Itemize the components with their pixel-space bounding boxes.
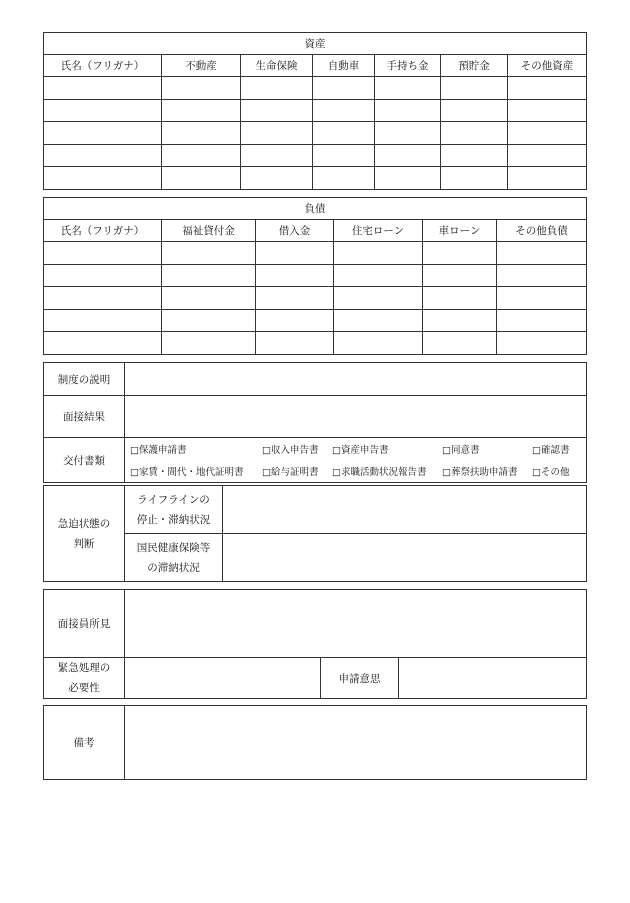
table-row bbox=[44, 167, 587, 190]
table-row bbox=[44, 332, 587, 355]
input-cell[interactable] bbox=[162, 99, 241, 122]
liabilities-header-car-loan: 車ローン bbox=[423, 220, 497, 242]
input-cell[interactable] bbox=[441, 167, 508, 190]
table-row bbox=[44, 122, 587, 145]
table-row bbox=[44, 242, 587, 265]
insurance-label-line2: の滞納状況 bbox=[147, 561, 200, 574]
opinion-table bbox=[43, 589, 587, 699]
lifeline-field[interactable] bbox=[223, 486, 587, 534]
table-row bbox=[44, 99, 587, 122]
input-cell[interactable] bbox=[44, 264, 162, 287]
liabilities-table bbox=[43, 197, 587, 355]
input-cell[interactable] bbox=[334, 264, 423, 287]
system-explanation-label: 制度の説明 bbox=[44, 363, 125, 396]
insurance-label-line1: 国民健康保険等 bbox=[136, 541, 211, 554]
table-row bbox=[44, 287, 587, 310]
procedure-table bbox=[43, 362, 587, 483]
input-cell[interactable] bbox=[441, 144, 508, 167]
input-cell[interactable] bbox=[375, 167, 441, 190]
checkbox-other[interactable]: □その他 bbox=[532, 467, 570, 478]
checkbox-job-search-report[interactable]: □求職活動状況報告書 bbox=[332, 467, 427, 478]
documents-checklist bbox=[125, 438, 587, 483]
input-cell[interactable] bbox=[162, 287, 256, 310]
checkbox-salary-certificate[interactable]: □給与証明書 bbox=[262, 467, 319, 478]
input-cell[interactable] bbox=[334, 242, 423, 265]
checkbox-consent-form[interactable]: □同意書 bbox=[442, 445, 480, 456]
input-cell[interactable] bbox=[162, 144, 241, 167]
remarks-label: 備考 bbox=[44, 706, 125, 780]
input-cell[interactable] bbox=[241, 144, 313, 167]
input-cell[interactable] bbox=[44, 122, 162, 145]
lifeline-label-line2: 停止・滞納状況 bbox=[136, 513, 211, 526]
input-cell[interactable] bbox=[441, 77, 508, 100]
input-cell[interactable] bbox=[375, 77, 441, 100]
input-cell[interactable] bbox=[508, 122, 587, 145]
insurance-label bbox=[125, 534, 223, 582]
liabilities-header-row bbox=[44, 220, 587, 242]
input-cell[interactable] bbox=[44, 77, 162, 100]
input-cell[interactable] bbox=[256, 309, 334, 332]
liabilities-title: 負債 bbox=[44, 198, 587, 220]
emergency-necessity-field[interactable] bbox=[125, 658, 321, 699]
checkbox-income-declaration[interactable]: □収入申告書 bbox=[262, 445, 319, 456]
lifeline-label-line1: ライフラインの bbox=[137, 493, 210, 506]
input-cell[interactable] bbox=[423, 309, 497, 332]
input-cell[interactable] bbox=[497, 332, 587, 355]
documents-label: 交付書類 bbox=[44, 438, 125, 483]
input-cell[interactable] bbox=[44, 332, 162, 355]
table-row bbox=[44, 264, 587, 287]
input-cell[interactable] bbox=[508, 167, 587, 190]
assets-title: 資産 bbox=[44, 33, 587, 55]
liabilities-header-borrowing: 借入金 bbox=[256, 220, 334, 242]
input-cell[interactable] bbox=[256, 264, 334, 287]
input-cell[interactable] bbox=[44, 144, 162, 167]
input-cell[interactable] bbox=[44, 99, 162, 122]
input-cell[interactable] bbox=[375, 99, 441, 122]
checkbox-protection-application[interactable]: □保護申請書 bbox=[130, 445, 187, 456]
input-cell[interactable] bbox=[313, 122, 375, 145]
assets-header-other: その他資産 bbox=[508, 55, 587, 77]
input-cell[interactable] bbox=[508, 77, 587, 100]
liabilities-header-mortgage: 住宅ローン bbox=[334, 220, 423, 242]
input-cell[interactable] bbox=[497, 264, 587, 287]
checkbox-rent-certificate[interactable]: □家賃・間代・地代証明書 bbox=[130, 467, 244, 478]
input-cell[interactable] bbox=[334, 287, 423, 310]
input-cell[interactable] bbox=[313, 144, 375, 167]
input-cell[interactable] bbox=[508, 99, 587, 122]
input-cell[interactable] bbox=[241, 77, 313, 100]
input-cell[interactable] bbox=[375, 122, 441, 145]
assets-header-savings: 預貯金 bbox=[441, 55, 508, 77]
interview-result-field[interactable] bbox=[125, 396, 587, 438]
interview-result-label: 面接結果 bbox=[44, 396, 125, 438]
application-intent-label: 申請意思 bbox=[321, 658, 399, 699]
urgency-label bbox=[44, 486, 125, 582]
input-cell[interactable] bbox=[241, 167, 313, 190]
input-cell[interactable] bbox=[508, 144, 587, 167]
urgency-label-line1: 急迫状態の bbox=[57, 517, 111, 530]
input-cell[interactable] bbox=[256, 332, 334, 355]
remarks-table bbox=[43, 705, 587, 780]
remarks-field[interactable] bbox=[125, 706, 587, 780]
interviewer-opinion-field[interactable] bbox=[125, 590, 587, 658]
urgency-table bbox=[43, 485, 587, 582]
input-cell[interactable] bbox=[162, 242, 256, 265]
input-cell[interactable] bbox=[241, 122, 313, 145]
input-cell[interactable] bbox=[441, 99, 508, 122]
checkbox-asset-declaration[interactable]: □資産申告書 bbox=[332, 445, 389, 456]
input-cell[interactable] bbox=[313, 167, 375, 190]
assets-header-real-estate: 不動産 bbox=[162, 55, 241, 77]
assets-header-car: 自動車 bbox=[313, 55, 375, 77]
input-cell[interactable] bbox=[423, 242, 497, 265]
input-cell[interactable] bbox=[44, 287, 162, 310]
input-cell[interactable] bbox=[334, 309, 423, 332]
table-row bbox=[44, 309, 587, 332]
emergency-label-line2: 必要性 bbox=[68, 682, 100, 694]
interviewer-opinion-label: 面接員所見 bbox=[44, 590, 125, 658]
input-cell[interactable] bbox=[162, 264, 256, 287]
assets-header-row bbox=[44, 55, 587, 77]
checkbox-funeral-aid-application[interactable]: □葬祭扶助申請書 bbox=[442, 467, 518, 478]
input-cell[interactable] bbox=[44, 309, 162, 332]
input-cell[interactable] bbox=[441, 122, 508, 145]
input-cell[interactable] bbox=[44, 167, 162, 190]
insurance-field[interactable] bbox=[223, 534, 587, 582]
liabilities-header-other: その他負債 bbox=[497, 220, 587, 242]
emergency-necessity-label bbox=[44, 658, 125, 699]
input-cell[interactable] bbox=[241, 99, 313, 122]
liabilities-header-name: 氏名（フリガナ） bbox=[44, 220, 162, 242]
input-cell[interactable] bbox=[313, 99, 375, 122]
assets-header-life-insurance: 生命保険 bbox=[241, 55, 313, 77]
urgency-label-line2: 判断 bbox=[73, 537, 95, 550]
checkbox-confirmation-form[interactable]: □確認書 bbox=[532, 445, 570, 456]
lifeline-label bbox=[125, 486, 223, 534]
input-cell[interactable] bbox=[423, 264, 497, 287]
input-cell[interactable] bbox=[423, 287, 497, 310]
input-cell[interactable] bbox=[313, 77, 375, 100]
assets-header-cash: 手持ち金 bbox=[375, 55, 441, 77]
input-cell[interactable] bbox=[256, 287, 334, 310]
assets-header-name: 氏名（フリガナ） bbox=[44, 55, 162, 77]
input-cell[interactable] bbox=[334, 332, 423, 355]
application-intent-field[interactable] bbox=[399, 658, 587, 699]
input-cell[interactable] bbox=[497, 309, 587, 332]
input-cell[interactable] bbox=[162, 77, 241, 100]
input-cell[interactable] bbox=[375, 144, 441, 167]
input-cell[interactable] bbox=[162, 122, 241, 145]
input-cell[interactable] bbox=[497, 242, 587, 265]
table-row bbox=[44, 77, 587, 100]
system-explanation-field[interactable] bbox=[125, 363, 587, 396]
table-row bbox=[44, 144, 587, 167]
input-cell[interactable] bbox=[256, 242, 334, 265]
input-cell[interactable] bbox=[44, 242, 162, 265]
assets-table bbox=[43, 32, 587, 190]
input-cell[interactable] bbox=[162, 309, 256, 332]
input-cell[interactable] bbox=[162, 167, 241, 190]
emergency-label-line1: 緊急処理の bbox=[57, 662, 111, 674]
input-cell[interactable] bbox=[497, 287, 587, 310]
input-cell[interactable] bbox=[162, 332, 256, 355]
liabilities-header-welfare-loan: 福祉貸付金 bbox=[162, 220, 256, 242]
input-cell[interactable] bbox=[423, 332, 497, 355]
